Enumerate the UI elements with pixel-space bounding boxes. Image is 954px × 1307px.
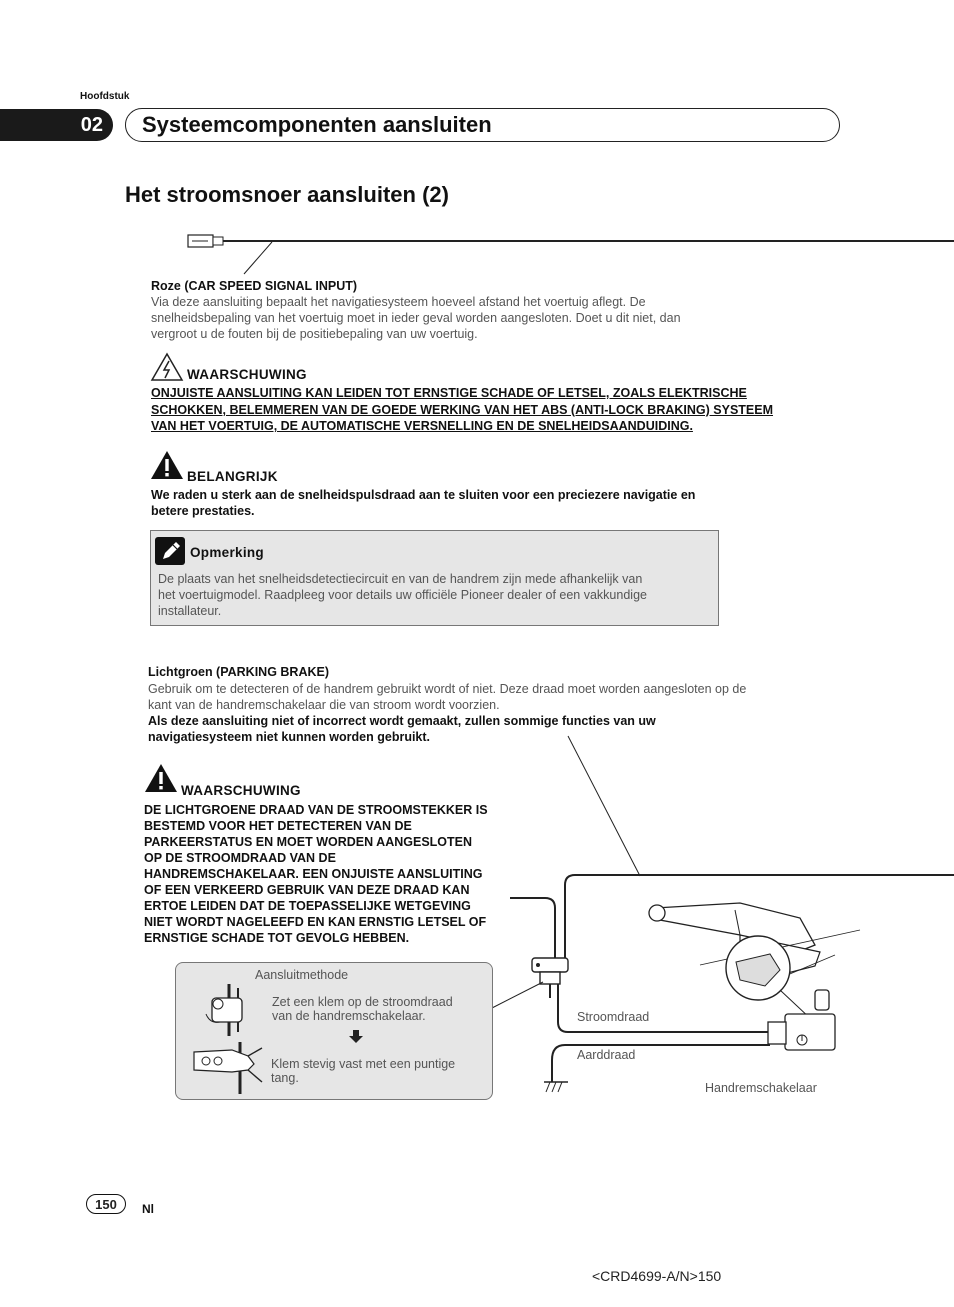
pink-wire-label: Roze (CAR SPEED SIGNAL INPUT): [151, 279, 358, 293]
important-exclamation-icon: [150, 450, 184, 480]
chapter-label: Hoofdstuk: [80, 91, 130, 102]
document-reference: <CRD4699-A/N>150: [592, 1268, 722, 1284]
warning1-title: WAARSCHUWING: [187, 367, 307, 382]
warning2-text: DE LICHTGROENE DRAAD VAN DE STROOMSTEKKER IS BESTEMD VOOR HET DETECTEREN VAN DE PARKEERSTATUS EN MOET WORDEN AANGESLOTEN OP DE STROOMDRAAD VAN DE HANDREMSCHAKELAAR. EEN ONJUISTE AANSLUITING OF EEN VERKEERD GEBRUIK VAN DEZE DRAAD KAN ERTOE LEIDEN DAT DE TOEPASSELIJKE WETGEVING NIET WORDT NAGELEEFD EN KAN ERNSTIG LETSEL OF ERNSTIGE SCHADE TOT GEVOLG HEBBEN.: [144, 803, 488, 945]
pencil-note-icon: [155, 537, 185, 565]
lightgreen-wire-label: Lichtgroen (PARKING BRAKE): [148, 665, 330, 679]
note-text: De plaats van het snelheidsdetectiecircuit en van de handrem zijn mede afhankelijk van het voertuigmodel. Raadpleeg voor details uw officiële Pioneer dealer of een vakkundige installateur.: [158, 572, 647, 618]
section-title: Het stroomsnoer aansluiten (2): [125, 182, 449, 207]
brake-switch-icon: [768, 990, 835, 1050]
language-code: Nl: [142, 1202, 154, 1216]
method-title: Aansluitmethode: [255, 968, 349, 982]
ground-symbol-icon: [544, 1082, 568, 1092]
pliers-crimp-icon: [192, 1042, 266, 1094]
pink-wire-description: Via deze aansluiting bepaalt het navigatiesysteem hoeveel afstand het voertuig aflegt. De snelheidsbepaling van het voertuig moet in ieder geval worden aangesloten. Doet u dit niet, dan vergroot u de fouten bij de positiebepaling van uw voertuig.: [151, 295, 681, 341]
method-step1: Zet een klem op de stroomdraad van de handremschakelaar.: [272, 995, 453, 1023]
warning-exclamation-icon: [144, 763, 178, 793]
power-wire-label: Stroomdraad: [577, 1010, 650, 1024]
parking-brake-wiring-diagram: [440, 730, 954, 1100]
chapter-title-bar: [125, 108, 840, 142]
warning-electric-icon: [150, 352, 184, 382]
lightgreen-bold-note: Als deze aansluiting niet of incorrect wordt gemaakt, zullen sommige functies van uw navigatiesysteem niet kunnen worden gebruikt.: [148, 714, 656, 744]
chapter-title: Systeemcomponenten aansluiten: [142, 112, 492, 137]
method-step2: Klem stevig vast met een puntige tang.: [271, 1057, 456, 1085]
lightgreen-wire-description: Gebruik om te detecteren of de handrem gebruikt wordt of niet. Deze draad moet worden aangesloten op de kant van de handremschakelaar die van stroom wordt voorzien.: [148, 682, 747, 712]
clip-wire-icon: [196, 984, 254, 1036]
chapter-number: 02: [0, 109, 113, 141]
warning2-title: WAARSCHUWING: [181, 783, 301, 798]
important-text: We raden u sterk aan de snelheidspulsdraad aan te sluiten voor een preciezere navigatie en betere prestaties.: [151, 488, 696, 518]
arrow-down-icon: [348, 1030, 364, 1044]
brake-switch-label: Handremschakelaar: [705, 1081, 817, 1095]
note-title: Opmerking: [190, 545, 264, 560]
wire-clip-connector-icon: [532, 958, 568, 998]
warning1-text: ONJUISTE AANSLUITING KAN LEIDEN TOT ERNSTIGE SCHADE OF LETSEL, ZOALS ELEKTRISCHE SCHOKKEN, BELEMMEREN VAN DE GOEDE WERKING VAN HET ABS (ANTI-LOCK BRAKING) SYSTEEM VAN HET VOERTUIG, DE AUTOMATISCHE VERSNELLING EN DE SNELHEIDSAANDUIDING.: [151, 386, 774, 433]
pink-wire-diagram: [180, 228, 954, 278]
page-number: 150: [86, 1194, 126, 1214]
ground-wire-label: Aarddraad: [577, 1048, 636, 1062]
important-title: BELANGRIJK: [187, 469, 278, 484]
